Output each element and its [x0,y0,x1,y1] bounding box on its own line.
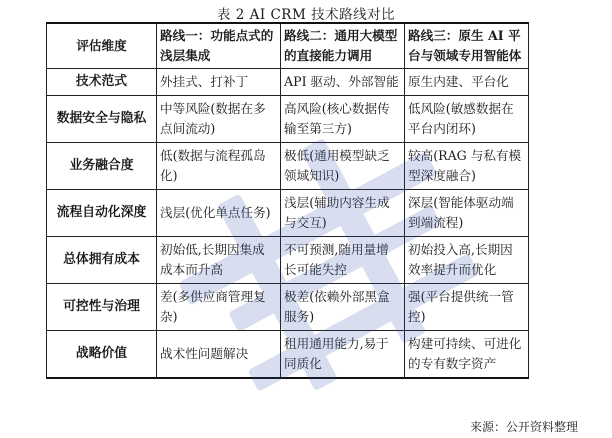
table-cell: 原生内建、平台化 [405,69,529,96]
comparison-table [46,22,529,379]
row-dimension: 战略价值 [47,331,157,379]
table-row [47,331,529,379]
row-dimension: 总体拥有成本 [47,237,157,284]
row-dimension: 数据安全与隐私 [47,96,157,143]
table-cell: 构建可持续、可进化的专有数字资产 [405,331,529,379]
row-dimension: 流程自动化深度 [47,190,157,237]
table-cell: API 驱动、外部智能 [281,69,405,96]
row-dimension: 可控性与治理 [47,284,157,331]
table-cell: 不可预测,随用量增长可能失控 [281,237,405,284]
table-cell: 战术性问题解决 [157,331,281,379]
table-row [47,143,529,190]
header-dimension: 评估维度 [47,23,157,69]
table-cell: 深层(智能体驱动端到端流程) [405,190,529,237]
table-cell: 低风险(敏感数据在平台内闭环) [405,96,529,143]
header-route-1: 路线一：功能点式的浅层集成 [157,23,281,69]
table-header-row [47,23,529,69]
table-cell: 高风险(核心数据传输至第三方) [281,96,405,143]
table-cell: 浅层(辅助内容生成与交互) [281,190,405,237]
table-row [47,190,529,237]
table-cell: 初始投入高,长期因效率提升而优化 [405,237,529,284]
header-route-3: 路线三：原生 AI 平台与领域专用智能体 [405,23,529,69]
table-caption: 表 2 AI CRM 技术路线对比 [216,7,396,23]
table-row [47,284,529,331]
table-cell: 极低(通用模型缺乏领域知识) [281,143,405,190]
table-cell: 较高(RAG 与私有模型深度融合) [405,143,529,190]
table-row [47,237,529,284]
table-cell: 差(多供应商管理复杂) [157,284,281,331]
table-cell: 初始低,长期因集成成本而升高 [157,237,281,284]
table-cell: 中等风险(数据在多点间流动) [157,96,281,143]
source-note: 来源：公开资料整理 [469,420,578,434]
row-dimension: 业务融合度 [47,143,157,190]
header-route-2: 路线二：通用大模型的直接能力调用 [281,23,405,69]
table-cell: 租用通用能力,易于同质化 [281,331,405,379]
row-dimension: 技术范式 [47,69,157,96]
table-row [47,69,529,96]
table-cell: 低(数据与流程孤岛化) [157,143,281,190]
table-cell: 强(平台提供统一管控) [405,284,529,331]
table-cell: 浅层(优化单点任务) [157,190,281,237]
table-row [47,96,529,143]
table-cell: 极差(依赖外部黑盒服务) [281,284,405,331]
table-cell: 外挂式、打补丁 [157,69,281,96]
